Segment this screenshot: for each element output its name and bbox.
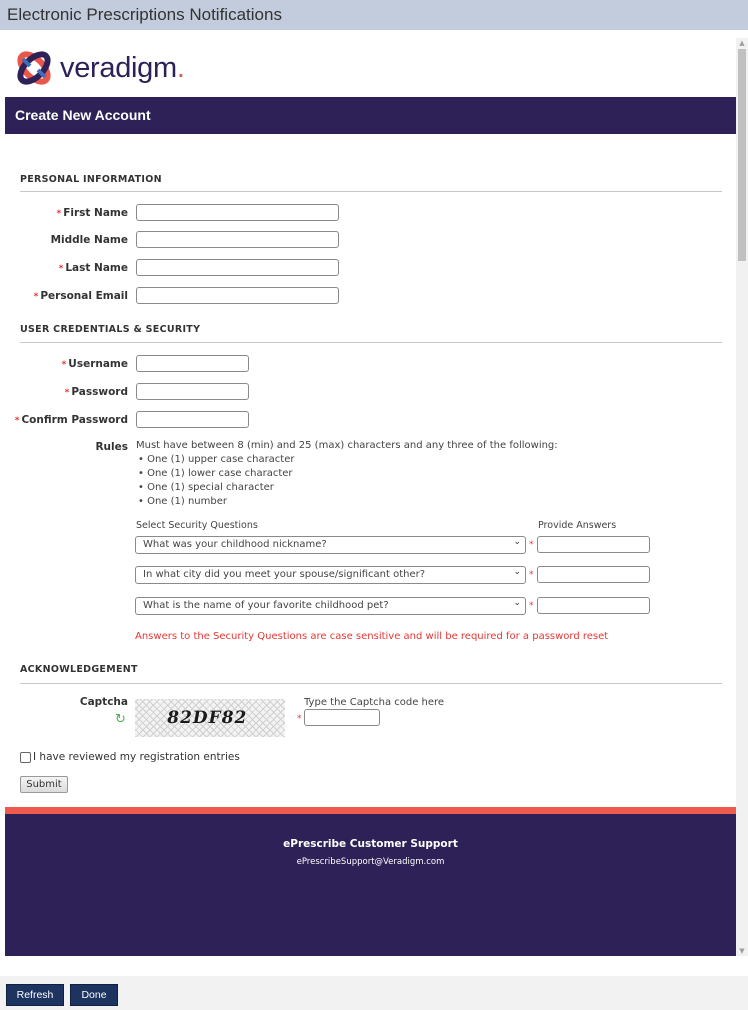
scroll-down-icon[interactable]: ▼ <box>739 947 745 955</box>
security-answer-3-input[interactable] <box>537 597 650 614</box>
section-title-credentials: USER CREDENTIALS & SECURITY <box>20 324 201 335</box>
support-email-link[interactable]: ePrescribeSupport@Veradigm.com <box>296 857 445 867</box>
footer-accent-bar <box>5 807 736 814</box>
personal-email-label: * Personal Email <box>33 290 128 302</box>
middle-name-input[interactable] <box>136 231 339 248</box>
captcha-input[interactable] <box>304 709 380 726</box>
security-questions-header: Select Security Questions <box>136 520 258 531</box>
confirm-password-input[interactable] <box>136 411 249 428</box>
veradigm-logo-mark-icon <box>14 49 54 87</box>
captcha-image <box>135 699 285 737</box>
veradigm-wordmark: veradigm. <box>60 51 185 84</box>
page-header <box>5 97 736 134</box>
scroll-up-icon[interactable]: ▲ <box>739 39 745 47</box>
captcha-label: Captcha <box>79 696 128 708</box>
answers-header: Provide Answers <box>538 520 617 531</box>
captcha-prompt: Type the Captcha code here <box>304 697 445 708</box>
support-title: ePrescribe Customer Support <box>283 838 458 850</box>
security-question-select-1[interactable] <box>135 536 526 554</box>
rules-intro: Must have between 8 (min) and 25 (max) characters and any three of the following: <box>136 440 558 451</box>
vertical-scrollbar[interactable] <box>736 38 748 956</box>
rules-label: Rules <box>95 441 128 453</box>
required-icon: * <box>64 388 70 398</box>
required-icon: * <box>14 416 20 426</box>
page-title: Create New Account <box>15 107 151 123</box>
window-title: Electronic Prescriptions Notifications <box>7 5 282 24</box>
security-answers-warning: Answers to the Security Questions are case sensitive and will be required for a password reset <box>135 631 609 642</box>
rule-item: • One (1) number <box>148 495 558 509</box>
chevron-down-icon: ⌄ <box>513 537 521 547</box>
required-icon: * <box>58 264 64 274</box>
required-icon: * <box>297 714 302 724</box>
first-name-label: * First Name <box>56 207 128 219</box>
refresh-button[interactable]: Refresh <box>6 984 64 1006</box>
required-icon: * <box>529 540 534 550</box>
rule-item: • One (1) upper case character <box>148 453 558 467</box>
required-icon: * <box>61 360 67 370</box>
security-answer-1-input[interactable] <box>537 536 650 553</box>
section-title-personal: PERSONAL INFORMATION <box>20 174 162 185</box>
scrollbar-thumb[interactable] <box>738 49 746 261</box>
divider <box>20 191 722 192</box>
required-icon: * <box>529 601 534 611</box>
security-answer-2-input[interactable] <box>537 566 650 583</box>
support-footer <box>5 814 736 956</box>
username-input[interactable] <box>136 355 249 372</box>
done-button[interactable]: Done <box>70 984 118 1006</box>
divider <box>20 342 722 343</box>
rule-item: • One (1) special character <box>148 481 558 495</box>
required-icon: * <box>529 570 534 580</box>
selected-question: In what city did you meet your spouse/significant other? <box>143 569 426 580</box>
first-name-input[interactable] <box>136 204 339 221</box>
submit-button[interactable]: Submit <box>20 776 68 793</box>
security-question-select-3[interactable] <box>135 597 526 615</box>
review-checkbox[interactable] <box>20 752 31 763</box>
password-label: * Password <box>64 386 128 398</box>
captcha-refresh-icon[interactable]: ↻ <box>115 712 126 727</box>
divider <box>20 683 722 684</box>
last-name-label: * Last Name <box>58 262 128 274</box>
selected-question: What is the name of your favorite childhood pet? <box>143 600 389 611</box>
security-question-select-2[interactable] <box>135 566 526 584</box>
username-label: * Username <box>61 358 128 370</box>
rule-item: • One (1) lower case character <box>148 467 558 481</box>
required-icon: * <box>56 209 62 219</box>
selected-question: What was your childhood nickname? <box>143 539 327 550</box>
password-rules <box>136 439 558 509</box>
window-title-bar <box>0 0 748 30</box>
chevron-down-icon: ⌄ <box>513 598 521 608</box>
required-icon: * <box>33 292 39 302</box>
personal-email-input[interactable] <box>136 287 339 304</box>
review-checkbox-label[interactable]: I have reviewed my registration entries <box>33 751 240 763</box>
confirm-password-label: * Confirm Password <box>14 414 128 426</box>
veradigm-logo <box>14 48 185 88</box>
captcha-image-text: 82DF82 <box>165 708 249 728</box>
middle-name-label: Middle Name <box>50 234 128 246</box>
rules-list <box>136 453 558 509</box>
chevron-down-icon: ⌄ <box>513 567 521 577</box>
last-name-input[interactable] <box>136 259 339 276</box>
password-input[interactable] <box>136 383 249 400</box>
section-title-acknowledgement: ACKNOWLEDGEMENT <box>20 664 138 675</box>
